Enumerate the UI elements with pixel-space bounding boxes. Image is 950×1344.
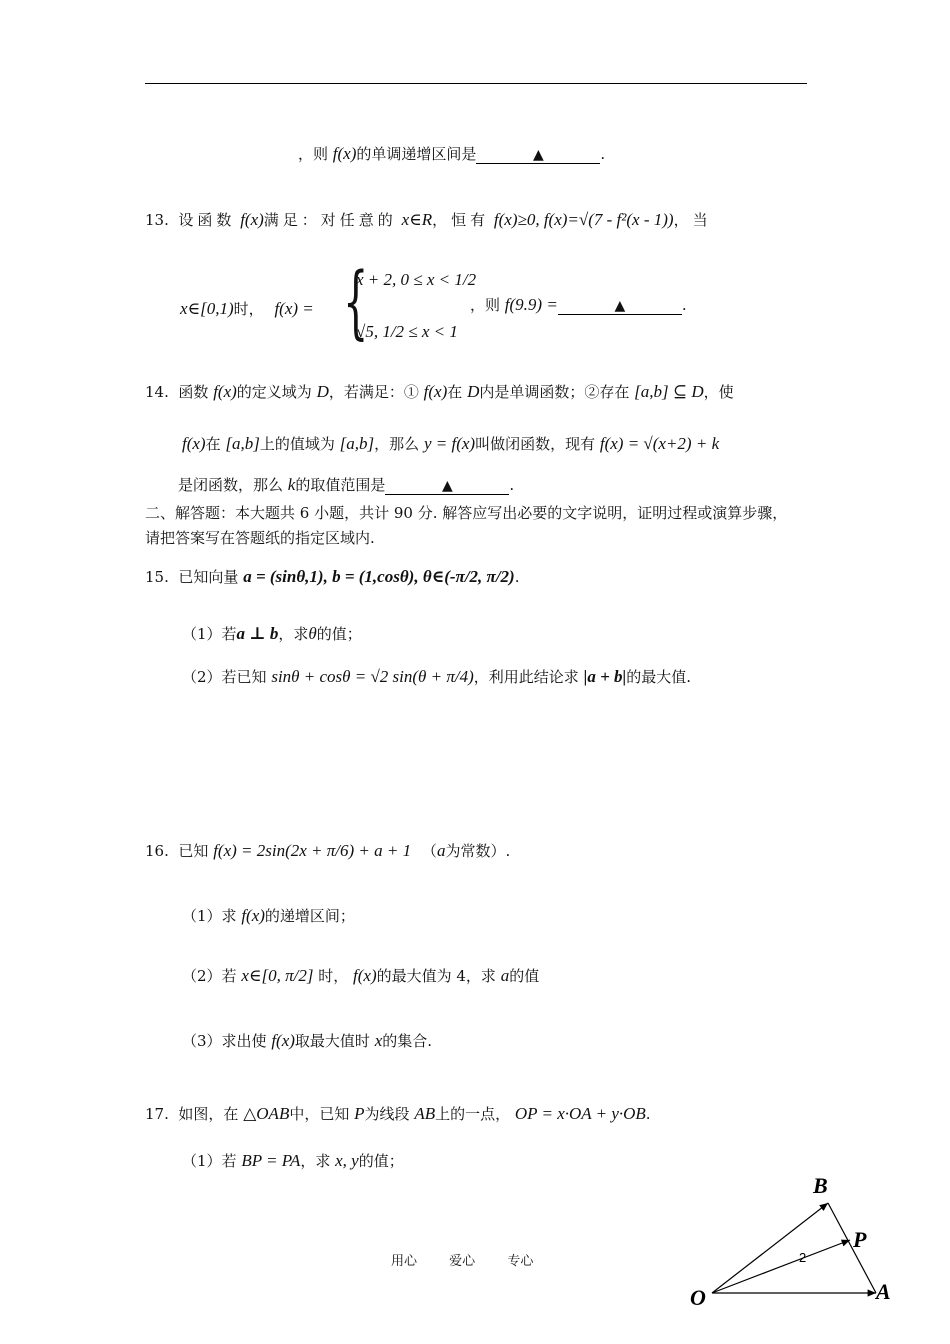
- segment-ab: [828, 1203, 876, 1293]
- vector-op: [712, 1240, 850, 1293]
- label-a: A: [876, 1279, 891, 1304]
- section-heading: 二、解答题：本大题共 6 小题，共计 90 分. 解答应写出必要的文字说明，证明过程或演算步骤，: [145, 504, 788, 522]
- label-o: O: [690, 1285, 706, 1310]
- q17-stem: 17. 如图，在 △OAB中，已知 P为线段 AB上的一点， OP = x·OA + y·OB.: [145, 1104, 651, 1123]
- q16-stem: 16. 已知 f(x) = 2sin(2x + π/6) + a + 1 （a为常数）.: [145, 841, 511, 860]
- q13-line2: x∈[0,1)时， f(x) =: [180, 299, 314, 318]
- piece-2: √5, 1/2 ≤ x < 1: [356, 322, 458, 341]
- q17-part1: （1）若 BP = PA，求 x, y的值；: [182, 1151, 404, 1170]
- footer: 用心 爱心 专心: [391, 1254, 534, 1269]
- q16-part2: （2）若 x∈[0, π/2] 时， f(x)的最大值为 4，求 a的值: [182, 966, 540, 985]
- label-p: P: [853, 1227, 867, 1252]
- vector-ob: [712, 1203, 828, 1293]
- label-mark: 2: [799, 1250, 807, 1265]
- q13-line1: 13. 设函数 f(x)满足：对任意的 x∈R，恒有 f(x)≥0, f(x)=√(7 - f²(x - 1))，当: [145, 210, 712, 229]
- q15-part1: （1）若a ⊥ b，求θ的值；: [182, 624, 362, 643]
- q14-line1: 14. 函数 f(x)的定义域为 D，若满足：① f(x)在 D内是单调函数；②存在 [a,b] ⊆ D，使: [145, 382, 734, 401]
- q12-tail: ，则 f(x)的单调递增区间是 ▲ .: [298, 144, 606, 163]
- triangle-figure: [680, 1165, 910, 1315]
- q14-line3: 是闭函数，那么 k的取值范围是 ▲ .: [178, 475, 515, 494]
- header-rule: [145, 83, 807, 84]
- q13-ask: ，则 f(9.9) = ▲ .: [470, 295, 687, 314]
- piece-1: x + 2, 0 ≤ x < 1/2: [356, 270, 477, 289]
- answer-blank-marker: ▲: [533, 147, 544, 163]
- q15-stem: 15. 已知向量 a = (sinθ,1), b = (1,cosθ), θ∈(-π/2, π/2).: [145, 567, 520, 586]
- q15-part2: （2）若已知 sinθ + cosθ = √2 sin(θ + π/4)，利用此结论求 |a + b|的最大值.: [182, 667, 692, 686]
- q16-part3: （3）求出使 f(x)取最大值时 x的集合.: [182, 1031, 433, 1050]
- q16-part1: （1）求 f(x)的递增区间；: [182, 906, 355, 925]
- q14-line2: f(x)在 [a,b]上的值域为 [a,b]，那么 y = f(x)叫做闭函数，现有 f(x) = √(x+2) + k: [182, 434, 720, 453]
- section-heading-2: 请把答案写在答题纸的指定区域内.: [145, 529, 375, 547]
- piecewise-brace: {: [343, 255, 369, 348]
- label-b: B: [813, 1173, 828, 1198]
